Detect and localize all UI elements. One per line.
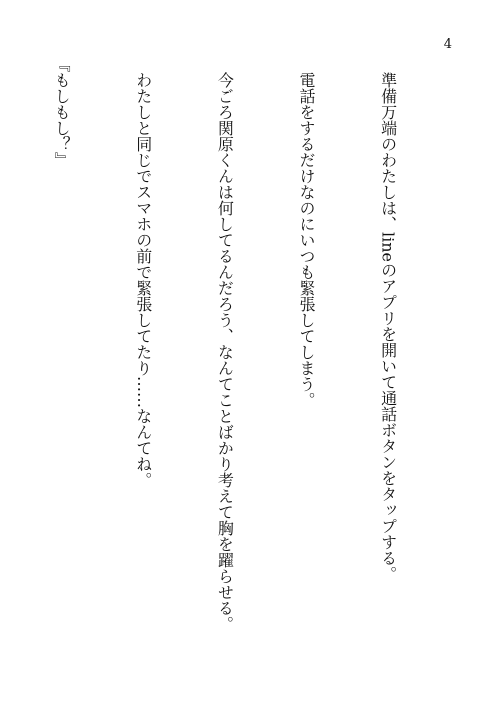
text-line: 今ごろ関原くんは何してるんだろう、なんてことばかり考えて胸を躍らせる。 — [215, 56, 235, 632]
page-number: 4 — [443, 37, 452, 52]
vertical-text-body — [0, 56, 456, 668]
text-line: 電話をするだけなのにいつも緊張してしまう。 — [296, 56, 316, 408]
text-line: 『もしもし？』 — [52, 56, 72, 168]
text-line: わたしと同じでスマホの前で緊張してたり……なんてね。 — [133, 56, 153, 488]
text-line: 準備万端のわたしは、lineのアプリを開いて通話ボタンをタップする。 — [378, 56, 398, 583]
